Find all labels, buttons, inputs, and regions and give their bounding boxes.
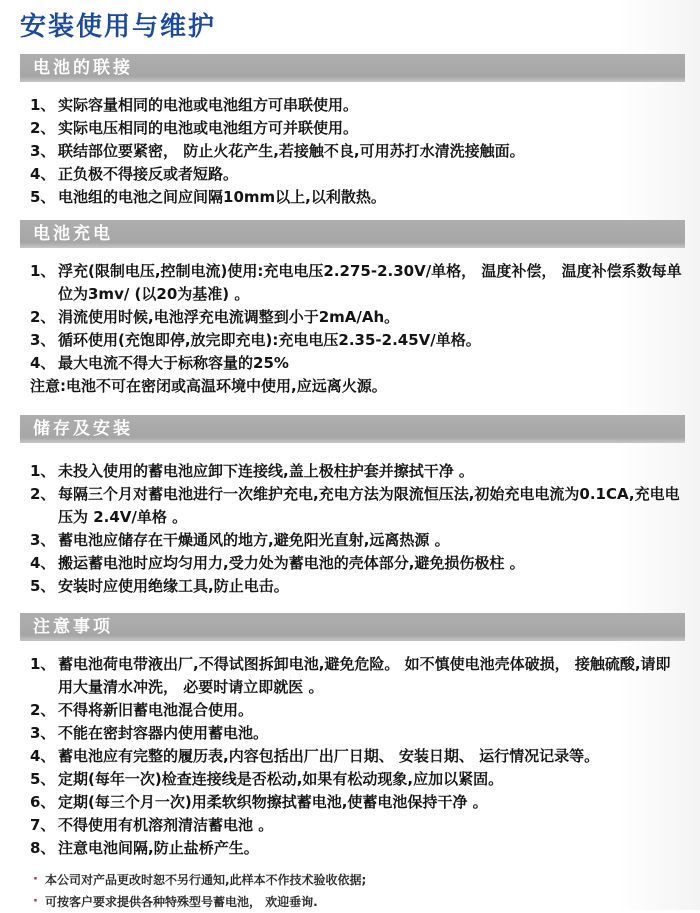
section-list: [30, 460, 685, 598]
item-number: 2、: [30, 485, 56, 503]
item-text: 实际电压相同的电池或电池组方可并联使用。: [58, 119, 359, 137]
item-number: 4、: [30, 554, 56, 572]
section-list: [30, 653, 685, 860]
list-item: [30, 745, 685, 768]
item-number: 5、: [30, 188, 56, 206]
item-number: 2、: [30, 119, 56, 137]
item-number: 3、: [30, 331, 56, 349]
list-item: [30, 94, 685, 117]
section-header-precautions: [20, 613, 685, 641]
list-item: [30, 163, 685, 186]
section-heading: 电池充电: [33, 224, 113, 244]
item-text: 每隔三个月对蓄电池进行一次维护充电,充电方法为限流恒压法,初始充电电流为0.1CA,充电电压为 2.4V/单格 。: [58, 485, 680, 526]
section-list: [30, 94, 685, 209]
item-number: 4、: [30, 747, 56, 765]
list-item: [30, 575, 685, 598]
item-number: 2、: [30, 701, 56, 719]
item-number: 5、: [30, 577, 56, 595]
section-heading: 储存及安装: [33, 419, 133, 439]
footnote-text: 本公司对产品更改时恕不另行通知,此样本不作技术验收依据;: [44, 873, 367, 887]
item-number: 8、: [30, 839, 56, 857]
section-header-battery-charging: [20, 220, 685, 248]
list-item: [30, 329, 685, 352]
list-item: [30, 768, 685, 791]
list-item: [30, 460, 685, 483]
item-text: 未投入使用的蓄电池应卸下连接线,盖上极柱护套并擦拭干净 。: [58, 462, 474, 480]
item-text: 实际容量相同的电池或电池组方可串联使用。: [58, 96, 359, 114]
list-item: [30, 306, 685, 329]
section-header-battery-connection: [20, 54, 685, 82]
item-text: 电池组的电池之间应间隔10mm以上,以利散热。: [58, 188, 386, 206]
item-text: 蓄电池应储存在干燥通风的地方,避免阳光直射,远离热源 。: [58, 531, 450, 549]
list-item: [30, 791, 685, 814]
section-heading: 电池的联接: [33, 58, 133, 78]
warning-note: 注意:电池不可在密闭或高温环境中使用,应远离火源。: [30, 377, 387, 395]
section-precautions: [20, 613, 685, 860]
footnotes: [33, 869, 685, 913]
item-number: 7、: [30, 816, 56, 834]
item-text: 定期(每年一次)检查连接线是否松动,如果有松动现象,应加以紧固。: [58, 770, 504, 788]
list-item: [30, 186, 685, 209]
section-heading: 注意事项: [33, 617, 113, 637]
list-item: [30, 140, 685, 163]
item-text: 安装时应使用绝缘工具,防止电击。: [58, 577, 289, 595]
item-number: 4、: [30, 354, 56, 372]
item-text: 最大电流不得大于标称容量的25%: [58, 354, 289, 372]
item-number: 3、: [30, 724, 56, 742]
item-text: 正负极不得接反或者短路。: [58, 165, 239, 183]
item-number: 1、: [30, 262, 56, 280]
list-item: [30, 352, 685, 375]
list-item: [30, 483, 685, 529]
item-number: 3、: [30, 531, 56, 549]
section-battery-charging: [20, 220, 685, 398]
page-title: 安装使用与维护: [20, 12, 217, 42]
item-number: 5、: [30, 770, 56, 788]
section-list: [30, 260, 685, 398]
item-text: 搬运蓄电池时应均匀用力,受力处为蓄电池的壳体部分,避免损伤极柱 。: [58, 554, 525, 572]
item-number: 1、: [30, 96, 56, 114]
item-text: 涓流使用时候,电池浮充电流调整到小于2mA/Ah。: [58, 308, 400, 326]
section-header-storage-installation: [20, 415, 685, 443]
section-battery-connection: [20, 54, 685, 209]
list-item: [30, 837, 685, 860]
item-text: 联结部位要紧密， 防止火花产生,若接触不良,可用苏打水清洗接触面。: [58, 142, 525, 160]
bullet-icon: ·: [33, 894, 38, 909]
item-number: 1、: [30, 462, 56, 480]
item-number: 3、: [30, 142, 56, 160]
item-number: 2、: [30, 308, 56, 326]
item-text: 注意电池间隔,防止盐桥产生。: [58, 839, 259, 857]
list-item: [30, 814, 685, 837]
list-item: [30, 552, 685, 575]
item-text: 浮充(限制电压,控制电流)使用:充电电压2.275-2.30V/单格， 温度补偿， 温度补偿系数每单位为3mv/ (以20为基准) 。: [58, 262, 682, 303]
list-item: [30, 260, 685, 306]
item-number: 6、: [30, 793, 56, 811]
item-number: 4、: [30, 165, 56, 183]
item-text: 定期(每三个月一次)用柔软织物擦拭蓄电池,使蓄电池保持干净 。: [58, 793, 488, 811]
item-text: 不得使用有机溶剂清洁蓄电池 。: [58, 816, 274, 834]
bullet-icon: ·: [33, 872, 38, 887]
list-item: [30, 722, 685, 745]
footnote-line: [33, 869, 685, 891]
footnote-text: 可按客户要求提供各种特殊型号蓄电池， 欢迎垂询.: [44, 895, 318, 909]
item-text: 蓄电池应有完整的履历表,内容包括出厂出厂日期、 安装日期、 运行情况记录等。: [58, 747, 600, 765]
item-text: 循环使用(充饱即停,放完即充电):充电电压2.35-2.45V/单格。: [58, 331, 481, 349]
list-item: [30, 699, 685, 722]
list-item: [30, 529, 685, 552]
section-storage-installation: [20, 415, 685, 598]
item-text: 不能在密封容器内使用蓄电池。: [58, 724, 269, 742]
item-text: 蓄电池荷电带液出厂,不得试图拆卸电池,避免危险。 如不慎使电池壳体破损， 接触硫酸,请即用大量清水冲洗， 必要时请立即就医 。: [58, 655, 671, 696]
list-item: [30, 117, 685, 140]
item-number: 1、: [30, 655, 56, 673]
item-text: 不得将新旧蓄电池混合使用。: [58, 701, 254, 719]
list-item: [30, 653, 685, 699]
